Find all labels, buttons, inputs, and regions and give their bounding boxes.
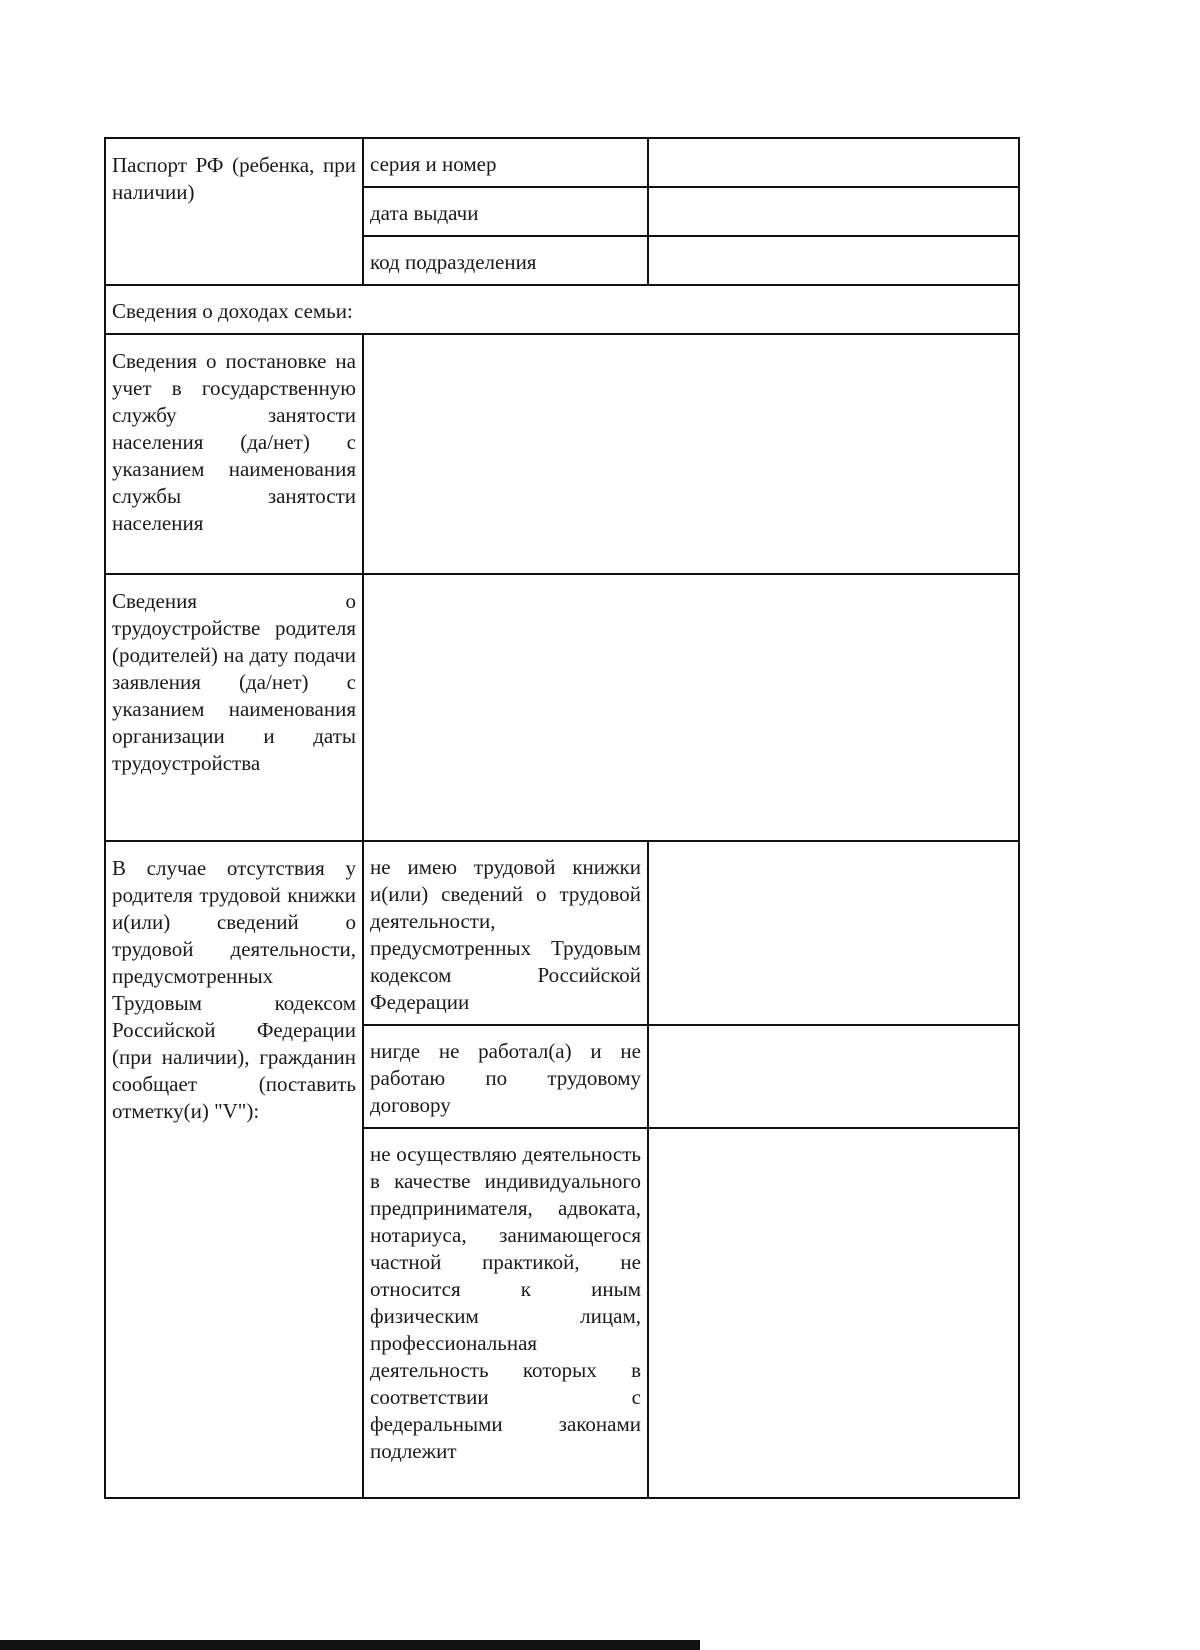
employment-service-label: Сведения о постановке на учет в государственную службу занятости населения (да/нет) с указанием наименования службы занятости населения (105, 334, 363, 574)
no-workbook-option-3-label: не осуществляю деятельность в качестве индивидуального предпринимателя, адвоката, нотариуса, занимающегося частной практикой, не относится к иным физическим лицам, профессиональная деятельность которых в соответствии с федеральными законами подлежит (363, 1128, 648, 1498)
passport-series-label: серия и номер (363, 138, 648, 187)
application-form-table (104, 137, 1020, 1499)
scan-edge-bar (0, 1640, 700, 1650)
passport-series-input[interactable] (648, 138, 1019, 187)
no-workbook-row-1 (105, 841, 1019, 1025)
income-row (105, 285, 1019, 334)
passport-code-label: код подразделения (363, 236, 648, 285)
employment-row (105, 574, 1019, 841)
passport-date-label: дата выдачи (363, 187, 648, 236)
passport-code-input[interactable] (648, 236, 1019, 285)
passport-date-input[interactable] (648, 187, 1019, 236)
employment-input[interactable] (363, 574, 1019, 841)
no-workbook-option-1-label: не имею трудовой книжки и(или) сведений о трудовой деятельности, предусмотренных Трудовым кодексом Российской Федерации (363, 841, 648, 1025)
no-workbook-option-2-label: нигде не работал(а) и не работаю по трудовому договору (363, 1025, 648, 1128)
passport-label: Паспорт РФ (ребенка, при наличии) (105, 138, 363, 285)
no-workbook-option-3-mark[interactable] (648, 1128, 1019, 1498)
employment-service-row (105, 334, 1019, 574)
no-workbook-option-1-mark[interactable] (648, 841, 1019, 1025)
no-workbook-label: В случае отсутствия у родителя трудовой книжки и(или) сведений о трудовой деятельности, предусмотренных Трудовым кодексом Российской Федерации (при наличии), гражданин сообщает (поставить отметку(и) "V"): (105, 841, 363, 1498)
income-label: Сведения о доходах семьи: (105, 285, 1019, 334)
employment-service-input[interactable] (363, 334, 1019, 574)
no-workbook-option-2-mark[interactable] (648, 1025, 1019, 1128)
passport-row-series (105, 138, 1019, 187)
employment-label: Сведения о трудоустройстве родителя (родителей) на дату подачи заявления (да/нет) с указанием наименования организации и даты трудоустройства (105, 574, 363, 841)
